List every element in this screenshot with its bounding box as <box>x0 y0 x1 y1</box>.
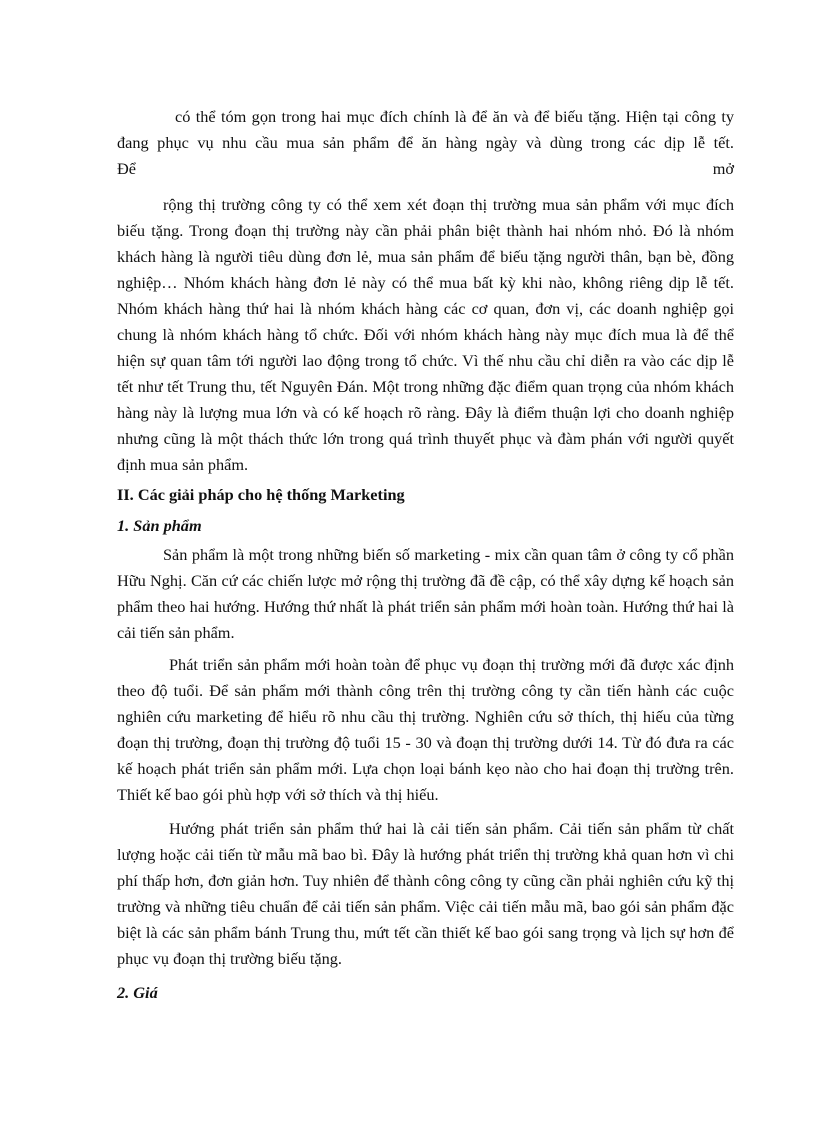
market-paragraph: rộng thị trường công ty có thể xem xét đoạn thị trường mua sản phẩm với mục đích biếu tặng. Trong đoạn thị trường này cần phải phân biệt thành hai nhóm nhỏ. Đó là nhóm khách hàng là người tiêu dùng đơn lẻ, mua sản phẩm để biếu tặng người thân, bạn bè, đồng nghiệp… Nhóm khách hàng đơn lẻ này có thể mua bất kỳ khi nào, không riêng dịp lễ tết. Nhóm khách hàng thứ hai là nhóm khách hàng các cơ quan, đơn vị, các doanh nghiệp gọi chung là nhóm khách hàng tổ chức. Đối với nhóm khách hàng này mục đích mua là để thể hiện sự quan tâm tới người lao động trong tổ chức. Vì thế nhu cầu chỉ diễn ra vào các dịp lễ tết như tết Trung thu, tết Nguyên Đán. Một trong những đặc điểm quan trọng của nhóm khách hàng này là lượng mua lớn và có kế hoạch rõ ràng. Đây là điểm thuận lợi cho doanh nghiệp nhưng cũng là một thách thức lớn trong quá trình thuyết phục và đàm phán với người quyết định mua sản phẩm. <box>117 195 734 474</box>
intro-paragraph: có thể tóm gọn trong hai mục đích chính là để ăn và để biếu tặng. Hiện tại công ty đang phục vụ nhu cầu mua sản phẩm để ăn hàng ngày và dùng trong các dịp lễ tết. <box>117 107 734 152</box>
product-paragraph-2: Phát triển sản phẩm mới hoàn toàn để phục vụ đoạn thị trường mới đã được xác định theo độ tuổi. Để sản phẩm mới thành công trên thị trường công ty cần tiến hành các cuộc nghiên cứu marketing để hiểu rõ nhu cầu thị trường. Nghiên cứu sở thích, thị hiếu của từng đoạn thị trường, đoạn thị trường độ tuổi 15 - 30 và đoạn thị trường dưới 14. Từ đó đưa ra các kế hoạch phát triển sản phẩm mới. Lựa chọn loại bánh kẹo nào cho hai đoạn thị trường trên. Thiết kế bao gói phù hợp với sở thích và thị hiếu. <box>117 655 734 804</box>
product-paragraph-3: Hướng phát triển sản phẩm thứ hai là cải tiến sản phẩm. Cải tiến sản phẩm từ chất lượng hoặc cải tiến từ mẫu mã bao bì. Đây là hướng phát triển thị trường khả quan hơn vì chi phí thấp hơn, đơn giản hơn. Tuy nhiên để thành công công ty cũng cần phải nghiên cứu kỹ thị trường và những tiêu chuẩn để cải tiến sản phẩm. Việc cải tiến mẫu mã, bao gói sản phẩm đặc biệt là các sản phẩm bánh Trung thu, mứt tết cần thiết kế bao gói sang trọng và lịch sự hơn để phục vụ đoạn thị trường biếu tặng. <box>117 819 734 968</box>
product-paragraph-1: Sản phẩm là một trong những biến số marketing - mix cần quan tâm ở công ty cổ phần Hữu Nghị. Căn cứ các chiến lược mở rộng thị trường đã đề cập, có thể xây dựng kế hoạch sản phẩm theo hai hướng. Hướng thứ nhất là phát triển sản phẩm mới hoàn toàn. Hướng thứ hai là cải tiến sản phẩm. <box>117 545 734 642</box>
split-word-right: mở <box>712 159 734 178</box>
justified-line-break <box>117 156 734 182</box>
split-word-left: Để <box>117 159 136 178</box>
subheading-price: 2. Giá <box>117 983 158 1002</box>
subheading-product: 1. Sản phẩm <box>117 516 202 535</box>
section-heading-ii: II. Các giải pháp cho hệ thống Marketing <box>117 485 405 504</box>
